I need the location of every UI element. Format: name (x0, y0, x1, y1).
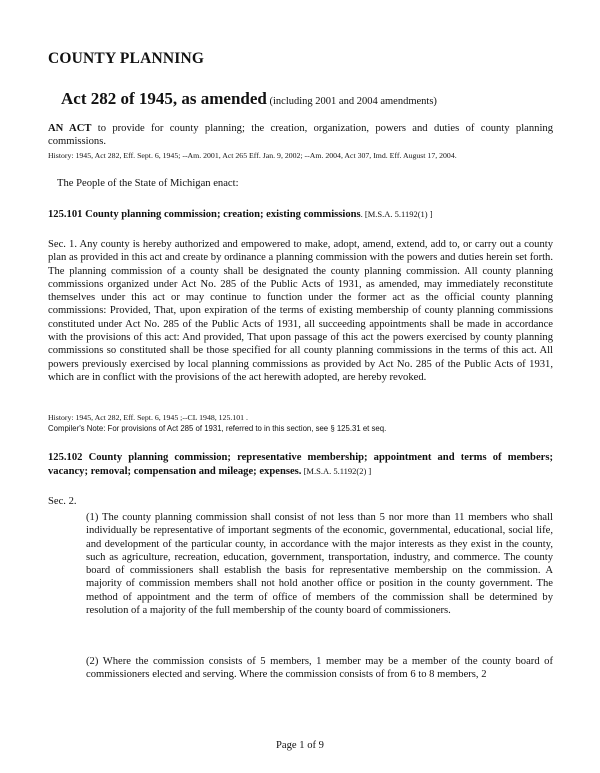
section-125-102-label: Sec. 2. (48, 496, 77, 507)
section-heading-text: 125.102 County planning commission; representative membership; appointment and terms of members; vacancy; removal; compensation and mileage; expenses. (48, 452, 553, 477)
act-preamble (48, 122, 553, 149)
document-title: COUNTY PLANNING (48, 50, 205, 67)
compilers-note: Compiler's Note: For provisions of Act 285 of 1931, referred to in this section, see § 125.31 et seq. (48, 424, 387, 433)
msa-reference: . [M.S.A. 5.1192(1) ] (360, 209, 433, 219)
page-number: Page 1 of 9 (276, 740, 324, 751)
msa-reference: [M.S.A. 5.1192(2) ] (301, 465, 372, 476)
section-125-102-heading (48, 451, 553, 478)
section-125-101-heading (48, 208, 553, 222)
section-125-101-body: Sec. 1. Any county is hereby authorized and empowered to make, adopt, amend, extend, add to, or carry out a county plan as provided in this act and create by ordinance a planning commission with the powers and duties herein set forth. The planning commission of a county shall be designated the county planning commission. All county planning commissions organized under Act No. 285 of the Public Acts of 1931, as amended, may immediately reconstitute themselves under this act or may continue to function under the former act as the official county planning commissions: Provided, That, upon expiration of the terms of existing membership of county planning commissions constituted under Act No. 285 of the Public Acts of 1931, all succeeding appointments shall be made in accordance with the provisions of this act: And provided, That upon passage of this act the powers exercised by county planning commissions so constituted shall be those specified for all county planning commissions in the terms of this act. All powers previously exercised by local planning commissions as provided by Act No. 285 of the Public Acts of 1931, which are in conflict with the provisions of the act herewith adopted, are hereby revoked. (48, 239, 553, 383)
act-title-main: Act 282 of 1945, as amended (61, 89, 267, 108)
act-history: History: 1945, Act 282, Eff. Sept. 6, 1945; --Am. 2001, Act 265 Eff. Jan. 9, 2002; --Am. 2004, Act 307, Imd. Eff. August 17, 2004. (48, 151, 457, 160)
section-125-102-subsection-1: (1) The county planning commission shall consist of not less than 5 nor more than 11 members who shall individually be representative of important segments of the economic, governmental, educational, social life, and development of the particular county, in accordance with the major interests as they exist in the county, such as agriculture, recreation, education, government, transportation, industry, and commerce. The county board of commissioners shall establish the basis for representative membership on the commission. A majority of commission members shall not hold another office or position in the county government. The method of appointment and the term of office of members of the commission shall be determined by resolution of a majority of the full membership of the county board of commissioners. (86, 512, 553, 617)
act-title-note: (including 2001 and 2004 amendments) (266, 96, 437, 107)
section-125-101-history: History: 1945, Act 282, Eff. Sept. 6, 1945 ;--CL 1948, 125.101 . (48, 413, 248, 422)
enacting-clause: The People of the State of Michigan enact: (57, 178, 239, 189)
section-125-102-subsection-2: (2) Where the commission consists of 5 members, 1 member may be a member of the county board of commissioners elected and serving. Where the commission consists of from 6 to 8 members, 2 (86, 656, 553, 681)
section-heading-text: 125.101 County planning commission; creation; existing commissions (48, 209, 361, 220)
act-title (61, 89, 437, 109)
act-preamble-label: AN ACT (48, 123, 92, 134)
act-preamble-text: to provide for county planning; the creation, organization, powers and duties of county planning commissions. (48, 123, 553, 148)
